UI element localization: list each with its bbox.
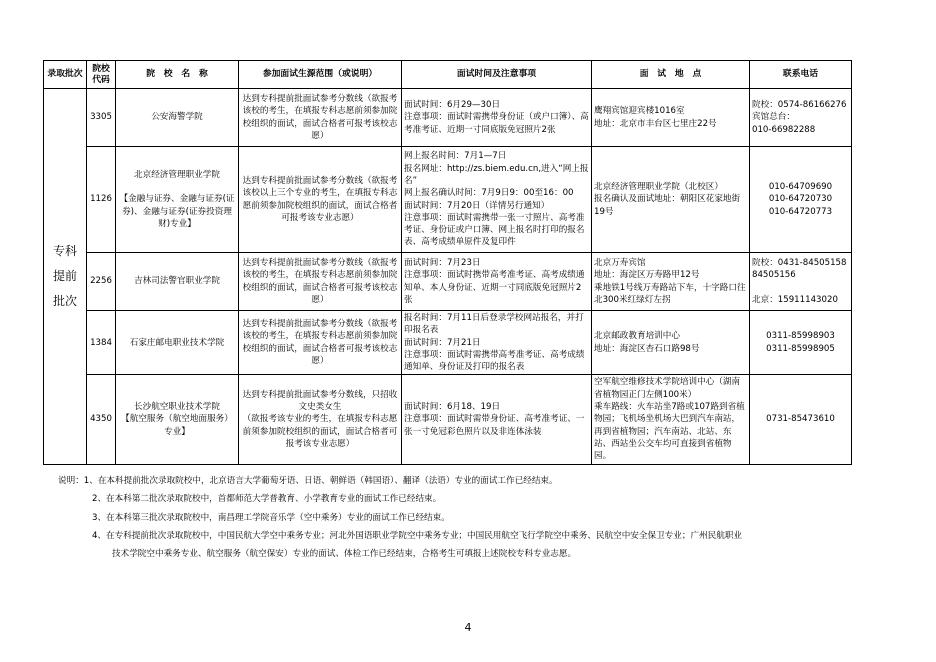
scope-text: 达到专科提前批面试参考分数线（欲报考该校的考生，在填报专科志愿前须参加院校组织的面试，面试合格者可报考该校志愿）	[239, 253, 402, 311]
time-notes: 面试时间：7月23日 注意事项：面试时携带高考准考证、高考成绩通知单、本人身份证、近期一寸同底版免冠照片2张	[402, 253, 592, 311]
location-text: 鹰翔宾馆迎宾楼1016室 地址：北京市丰台区七里庄22号	[592, 89, 750, 147]
phone-text: 院校：0431-84505158 84505156 北京：15911143020	[750, 253, 852, 311]
header-location: 面 试 地 点	[592, 61, 750, 89]
scope-text: 达到专科提前批面试参考分数线（欲报考该校以上三个专业的考生，在填报专科志愿前须参加院校组织的面试，面试合格者可报考该专业志愿）	[239, 147, 402, 253]
table-row	[44, 253, 852, 311]
school-name: 北京经济管理职业学院 【金融与证券、金融与证券(证券)、金融与证券(证券投资理财)专业】	[116, 147, 239, 253]
school-name: 长沙航空职业技术学院 【航空服务（航空地面服务）专业】	[116, 375, 239, 464]
batch-label-2: 提前	[52, 268, 77, 283]
batch-label-1: 专科	[52, 243, 77, 258]
location-text: 北京经济管理职业学院（北校区） 报名确认及面试地址：朝阳区花家地街19号	[592, 147, 750, 253]
note-line-5: 技术学院空中乘务专业、航空服务（航空保安）专业的面试、体检工作已经结束，合格考生可填报上述院校专科专业志愿。	[112, 549, 577, 560]
school-code: 3305	[87, 89, 116, 147]
school-name: 吉林司法警官职业学院	[116, 253, 239, 311]
location-text: 北京万寿宾馆 地址：海淀区万寿路甲12号 乘地铁1号线万寿路站下车，十字路口往北300米红绿灯左拐	[592, 253, 750, 311]
time-notes: 网上报名时间：7月1—7日 报名网址：http://zs.biem.edu.cn,进入“网上报名” 网上报名确认时间：7月9日9：00至16：00 面试时间：7月20日（详情另行通知） 注意事项：面试时需携带一张一寸照片、高考准考证、身份证或户口簿、网上报名时打印的报名表、高考成绩单原件及复印件	[402, 147, 592, 253]
note-line-2: 2、在本科第二批次录取院校中，首都师范大学普教育、小学教育专业的面试工作已经结束。	[92, 494, 442, 505]
interview-table	[43, 60, 852, 465]
note-line-1: 说明：1、在本科提前批次录取院校中，北京语言大学葡萄牙语、日语、朝鲜语（韩国语）、翻译（法语）专业的面试工作已经结束。	[58, 476, 558, 486]
school-code: 4350	[87, 375, 116, 464]
header-phone: 联系电话	[750, 61, 852, 89]
header-scope: 参加面试生源范围（或说明）	[239, 61, 402, 89]
header-code: 院校 代码	[87, 61, 116, 89]
table-row	[44, 311, 852, 375]
time-notes: 面试时间：6月18、19日 注意事项：面试时需带身份证、高考准考证、一张一寸免冠彩色照片以及非连体泳装	[402, 375, 592, 464]
time-notes: 报名时间：7月11日后登录学校网站报名，并打印报名表 面试时间：7月21日 注意事项：面试时需携带高考准考证、高考成绩通知单、身份证及打印的报名表	[402, 311, 592, 375]
phone-text: 0731-85473610	[750, 375, 852, 464]
table-row	[44, 147, 852, 253]
table-row	[44, 375, 852, 464]
phone-text: 010-64709690 010-64720730 010-64720773	[750, 147, 852, 253]
page-number: 4	[464, 621, 472, 634]
batch-label-3: 批次	[52, 293, 77, 308]
scope-text: 达到专科提前批面试参考分数线，只招收文史类女生 （欲报考该专业的考生，在填报专科志愿前须参加院校组织的面试，面试合格者可报考该专业志愿）	[239, 375, 402, 464]
note-line-3: 3、在本科第三批次录取院校中，南昌理工学院音乐学（空中乘务）专业的面试工作已经结束。	[92, 512, 450, 523]
phone-text: 院校：0574-86166276 宾馆总台： 010-66982288	[750, 89, 852, 147]
phone-text: 0311-85998903 0311-85998905	[750, 311, 852, 375]
note-line-4: 4、在专科提前批次录取院校中，中国民航大学空中乘务专业；河北外国语职业学院空中乘务专业；中国民用航空飞行学院空中乘务、民航空中安全保卫专业；广州民航职业	[92, 530, 743, 541]
school-code: 1384	[87, 311, 116, 375]
table-row	[44, 89, 852, 147]
header-batch: 录取批次	[44, 61, 87, 89]
header-row	[44, 61, 852, 89]
header-time-notes: 面试时间及注意事项	[402, 61, 592, 89]
location-text: 空军航空维修技术学院培训中心（湖南省植物园正门左侧100米） 乘车路线：火车站坐7路或107路到省植物园；飞机场坐机场大巴到汽车南站，再到省植物园；汽车南站、北站、东站、西站坐公交车均可直接到省植物园。	[592, 375, 750, 464]
scope-text: 达到专科提前批面试参考分数线（欲报考该校的考生，在填报专科志愿前须参加院校组织的面试，面试合格者可报考该校志愿）	[239, 311, 402, 375]
location-text: 北京邮政教育培训中心 地址：海淀区杏石口路98号	[592, 311, 750, 375]
header-school-name: 院 校 名 称	[116, 61, 239, 89]
school-name: 公安海警学院	[116, 89, 239, 147]
school-name: 石家庄邮电职业技术学院	[116, 311, 239, 375]
notes-section	[58, 472, 858, 563]
scope-text: 达到专科提前批面试参考分数线（欲报考该校的考生，在填报专科志愿前须参加院校组织的面试，面试合格者可报考该校志愿）	[239, 89, 402, 147]
batch-cell	[44, 89, 87, 465]
time-notes: 面试时间：6月29—30日 注意事项：面试时需携带身份证（或户口簿）、高考准考证、近期一寸同底版免冠照片2张	[402, 89, 592, 147]
school-code: 1126	[87, 147, 116, 253]
school-code: 2256	[87, 253, 116, 311]
